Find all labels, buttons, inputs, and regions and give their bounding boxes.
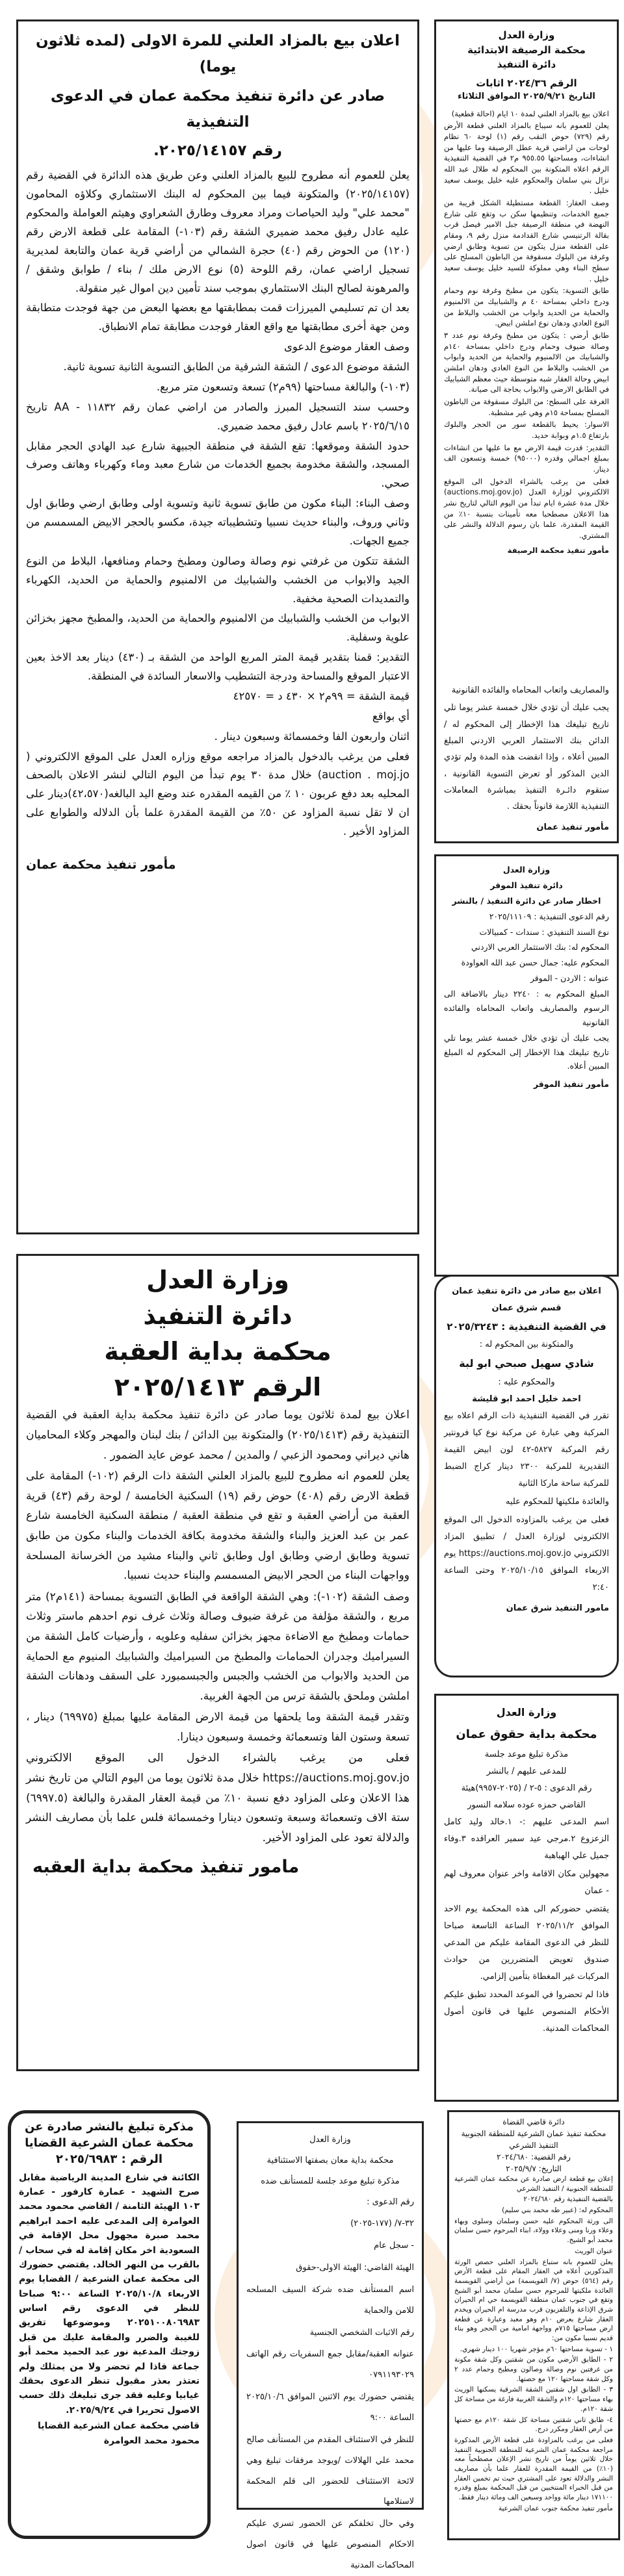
case-number: رقم القضية: ٢٠٢٤/٦٨٠: [497, 2152, 571, 2162]
notice-paragraph: رقم الاثبات الشخصي الجنسية: [309, 2327, 414, 2338]
notice-aqaba: [16, 1254, 419, 2071]
ministry-heading: وزارة العدل: [309, 2135, 351, 2145]
notice-paragraph: - سجل عام: [374, 2241, 414, 2251]
court-heading: محكمة الرصيفة الابتدائية: [467, 44, 586, 56]
court-heading: محكمة بداية حقوق عمان: [456, 1728, 597, 1741]
notice-title: قسم شرق عمان: [491, 1303, 562, 1313]
department-heading: دائرة تنفيذ الموقر: [490, 880, 563, 890]
notice-paragraph: وتقدر قيمة الشقة وما يلحقها من قيمة الارض المقامة عليها بمبلغ (٦٩٩٧٥) دينار ، تسعة وستون الفا وتسعمائة وخمسة وسبعون دينارا.: [26, 1711, 410, 1744]
notice-paragraph: وحسب سند التسجيل المبرز والصادر من اراضي عمان رقم ١١٨٣٢ - AA تاريخ ٢٠٢٥/٦/١٥ باسم عادل رفيق محمد ضميري.: [26, 400, 410, 432]
notice-paragraph: التقدير: قمنا بتقدير قيمة المتر المربع الواحد من الشقة بـ (٤٣٠) دينار بعد الاخذ بعين الاعتبار الموقع والمساحة ودرجة التشطيب والاسعار السائدة في المنطقة.: [26, 651, 410, 682]
notice-maan-appeal: [237, 2121, 424, 2570]
notice-paragraph: رقم الدعوى :: [367, 2197, 414, 2207]
notice-muwaqqar-tail: [434, 676, 619, 843]
notice-paragraph: الابواب من الخشب والشبابيك من الالمنيوم والحماية من الحديد، والمطبخ مجهز بخزائن علوية وسفلية.: [26, 612, 410, 644]
notice-paragraph: وفي حال تخلفكم عن الحضور تسري عليكم الاحكام المنصوص عليها في قانون اصول المحاكمات المدنية: [246, 2519, 414, 2570]
notice-signature: مأمور تنفيذ محكمة الرصيفة: [507, 545, 609, 555]
notice-paragraph: التقدير: قدرت قيمة الارض مع ما عليها من انشاءات بمبلغ اجمالي وقدره (٩٥٠٠٠) خمسة وتسعون الف دينار.: [444, 442, 609, 474]
court-heading: محكمة تنفيذ عمان الشرعية للمنطقة الجنوبية التنفيذ الشرعي: [461, 2129, 606, 2150]
notice-paragraph: فعلى من يرغب بالمزاودة على قطعة الأرض المذكورة مراجعة محكمة عمان الشرعية للمنطقة الجنوبية التنفيذ خلال ثلاثين يوماً من تاريخ نشر الإعلان مصطحباً معه (١٠٪) من القيمة المقدرة للعقار علما بأن مصاريف النشر والدلالة تعود على المشتري حيث تم تخمين العقار من قبل الخبراء المنتخبين من قبل المحكمة بمبلغ وقدره ١٧١١٠٠ دينار مائة وواحد وسبعين الف ومائة دينار فقط.: [454, 2436, 613, 2501]
notice-signature: مأمور تنفيذ عمان: [536, 822, 609, 832]
notice-paragraph: اسم المستأنف ضده شركة السيف المسلحه للامن والحماية: [246, 2284, 414, 2315]
creditor-name: شادي سهيل صبحي ابو لبة: [459, 1357, 594, 1370]
notice-paragraph: الاسوار: يحيط بالقطعة سور من الحجر والبلوك بارتفاع ١.٥م وبوابة حديد.: [444, 420, 609, 440]
notice-paragraph: الغرفة على السطح: من البلوك مسقوفة من الباطون المسلح بمساحة ١٥م وهي غير مشطبة.: [444, 396, 609, 417]
court-heading: محكمة بداية معان بصفتها الاستئنافية: [266, 2155, 394, 2165]
notice-paragraph: يعلن للعموم بانه سيباع بالمزاد العلني قطعة الأرض رقم (٧٢٩) حوض النقب رقم (١) لوحة ٦٠ نظام لوحات من اراضي قرية عطل الرصيفة وما عليها من انشاءات، ومساحتها ٩٥٥.٥٥ م٢ في القضية التنفيذية الرقم اعلاه المتكونة بين المحكوم له طلال عبد الله نزال بني سلمان والمحكوم عليه خليل يوسف سعيد خليل .: [444, 121, 609, 196]
notice-paragraph: وصف العقار: القطعة مستطيلة الشكل قريبة من جميع الخدمات، وتنظيمها سكن ب وتقع على شارع النهضة في منطقة الرصيفة جبل الامير فيصل قرب بقالة الرتنيسي شارع القدادمة منزل رقم ٩، ومقام على القطعة منزل يتكون من تسوية وطابق ارضي وغرفة من البلوك مسقوفة من الباطون المسلح على سطح البناء وهي مملوكة للسيد خليل يوسف سعيد خليل .: [444, 198, 609, 283]
judge-title: قاضي محكمة عمان الشرعية القضايا: [37, 2421, 200, 2432]
notice-signature: مامور التنفيذ شرق عمان: [506, 1603, 609, 1613]
notice-paragraph: ٤- طابق ثاني شقتين مساحة كل شقة ١٢٠م مع حصتها من أرض العقار ومكرر درج.: [454, 2416, 613, 2434]
notice-paragraph: طابق أرضي : يتكون من مطبخ وغرفة نوم عدد ٣ وصالة ضيوف وحمام ودرج داخلي بمساحة ١٤٠م والشبابيك من الالمنيوم والحماية من الحديد وابواب من الخشب والبلاط من النوع العادي ودهان املشن ابيض وحالة العقار شبه متوسطة حيث معظم الشبابيك في الطابق الارضي والابواب بحاجة الى صيانة.: [444, 330, 609, 394]
notice-text: اسم المدعى عليهم :- ١.خالد وليد كامل الزعزوع ٢.مرجي عيد سمير العراقده ٣.وفاء جميل علي الهباهبة: [444, 1817, 610, 1861]
notice-text: فعلى من يرغب بالمزاوده الدخول الى الموقع الالكتروني لوزارة العدل / تطبيق المزاد الالكتروني https://auctions.moj.gov.jo يوم الاربعاء الموافق ٢٠٢٥/١٠/١٥ وحتى الساعة ٢:٤٠: [444, 1515, 609, 1592]
notice-sharia-qadaya: [8, 2110, 211, 2539]
notice-signature: مامور تنفيذ محكمة بداية العقبه: [32, 1857, 300, 1878]
case-number: في القضية التنفيذية : ٢٠٢٥/٣٢٤٣: [447, 1321, 606, 1333]
notice-title: مذكرة تبليغ بالنشر صادرة عن: [24, 2120, 194, 2134]
notice-title: رقم ٢٠٢٥/١٤١٥٧.: [153, 142, 282, 159]
notice-paragraph: حدود الشقة وموقعها: تقع الشقة في منطقة الجبيهة شارع عبد الهادي الحجر مقابل المسجد، والشقة مخدومة بجميع الخدمات من شارع معبد وماء وكهرباء وهاتف وصرف صحي.: [26, 439, 410, 490]
notice-paragraph: رقم الدعوى التنفيذية : ٢٠٢٥/١١١٠٩: [489, 911, 609, 921]
notice-text: والمصاريف واتعاب المحاماه والفائده القانونية: [451, 685, 609, 695]
notice-title: اعلان بيع بالمزاد العلني للمرة الاولى (لمده ثلاثون يوما): [35, 32, 400, 76]
notice-text: يجب عليك أن تؤدي خلال خمسة عشر يوما تلي تاريخ تبليغك هذا الإخطار إلى المحكوم له / الدائن بنك الاستثمار العربي الاردني المبلغ المبين أعلاه ، وإذا انقضت هذه المدة ولم تؤدي الدين المذكور أو تعرض التسوية القانونية ، ستقوم دائـرة التنفيذ بمباشرة المعاملات التنفيذية اللازمة قانوناً بحقك .: [444, 703, 609, 812]
notice-paragraph: قيمة الشقة = ٩٩م٢ × ٤٣٠ د = ٤٢٥٧٠: [233, 689, 410, 702]
notice-body: [454, 2174, 613, 2503]
notice-muwaqqar: [434, 854, 619, 1277]
notice-paragraph: نوع السند التنفيذي : سندات - كمبيالات: [479, 926, 609, 937]
notice-paragraph: الشقة تتكون من غرفتي نوم وصالة وصالون ومطبخ وحمام ومنافعها، البلاط من النوع الجيد والابواب من الخشب والشبابيك من الالمنيوم والحماية من الحديد، الكهرباء والتمديدات الصحية مخفية.: [26, 554, 410, 605]
court-heading: محكمة عمان الشرعية القضايا: [25, 2136, 194, 2150]
judge-name: محمود محمد العوامرة: [103, 2435, 200, 2446]
notice-east-amman: [434, 1275, 619, 1677]
notice-south-sharia: [447, 2110, 620, 2540]
notice-text: فاذا لم تحضروا في الموعد المحدد تطبق عليكم الأحكام المنصوص عليها في قانون أصول المحاكمات المدنية.: [444, 1990, 609, 2034]
department-heading: دائرة التنفيذ: [497, 58, 556, 70]
case-number: الرقم ٢٠٢٤/٣٦ اثابات: [476, 77, 577, 89]
notice-paragraph: وصف العقار موضوع الدعوى: [283, 340, 410, 353]
notice-paragraph: يعلن للعموم بانه ستباع بالمزاد العلني حصص الورثة المذكورين أعلاه في العقار المقام على قطعة الأرض رقم (٥٦٤) حوض (٧/ القويسمة) من أراضي القويسمة العائدة ملكيتها للمرحوم حسن سلمان محمد أبو الشيخ وتقع في جنوب عمان منطقة القويسمة حي ام الحيران شرق الإذاعة والتلفزيون قرب مدرسة ام الحيران ويخدم العقار شارع بعرض ١٠م وهو معبد وعبارة عن قطعة ارض مساحتها ٧١٥م وواجهة امامية من الحجر وهو بناء قديم نسبيا مكون من:: [454, 2258, 613, 2342]
notice-huquq-amman: [434, 1694, 619, 2102]
debtor-name: احمد خليل احمد ابو قليشة: [472, 1394, 581, 1404]
notice-signature: مأمور تنفيذ محكمة جنوب عمان الشرعية: [498, 2504, 613, 2512]
notice-paragraph: ٢ - الطابق الأرضي مكون من شقتين وكل شقة مكونة من غرفتين نوم وصالة وصالون ومطبخ وحمام عدد ٢ وكل شقة مساحتها ١٢٠ مع حصتها.: [454, 2356, 613, 2383]
debtor-label: والمحكوم عليه :: [498, 1377, 555, 1387]
notice-paragraph: اعلان بيع لمدة ثلاثون يوما صادر عن دائرة تنفيذ محكمة بداية العقبة في القضية التنفيذية رقم (٢٠٢٥/١٤١٣) والمتكونة بين الدائن / بنك لبنان والمهجر وكلاء المحاميان هاني ديراني ومحمود الزعبي / والمدين / محمد عوض عايد الضمور .: [26, 1409, 410, 1462]
ministry-heading: وزارة العدل: [496, 1706, 557, 1718]
notice-paragraph: ٣٢-٧/ (١٧٧-٢٠٢٥): [350, 2219, 414, 2229]
notice-text: والعائدة ملكيتها للمحكوم عليه: [505, 1497, 609, 1507]
notice-paragraph: للنظر في الاستئناف المقدم من المستأنف صالح محمد علي الهلالات /ويوجد مرفقات تبليغ وهي لائحة الاستئناف للحضور الى قلم المحكمة لاستلامها: [246, 2434, 414, 2507]
notice-title: مذكرة تبليغ موعد جلسة للمستأنف ضده: [261, 2176, 400, 2186]
notice-paragraph: عنوانه العقبة/مقابل جمع السفريات رقم الهاتف ٠٧٩١١٩٣٠٢٩: [246, 2349, 414, 2380]
notice-body: [444, 910, 609, 1074]
notice-body: [26, 166, 410, 841]
notice-text: تقرر في القضية التنفيذية ذات الرقم اعلاه بيع المركبة وهي عبارة عن مركبة نوع كيا فرونتير رقم المركبة ٥٨٢٧-٤٢ لون ابيض القيمة التقديرية للمركبة ٢٣٠٠ دينار كراج الضبط للمركبة ساحة ماركا الثانية: [444, 1411, 609, 1488]
notice-paragraph: الهيئة القاضي: الهيئة الاولى-حقوق: [296, 2263, 414, 2273]
notice-paragraph: إعلان بيع قطعة ارض صادرة عن محكمة عمان الشرعية للمنطقة الجنوبية / التنفيذ الشرعي: [454, 2175, 613, 2193]
ministry-heading: وزارة العدل: [502, 865, 551, 874]
notice-paragraph: اثنان واربعون الفا وخمسمائة وسبعون دينار .: [214, 730, 410, 743]
notice-body: [26, 1405, 410, 1848]
notice-paragraph: بالقضية التنفيذية رقم ٢٠٢٤/٦٨٠: [523, 2195, 613, 2204]
notice-amman-auction: [16, 19, 419, 1234]
department-heading: دائرة التنفيذ: [143, 1301, 292, 1331]
notice-paragraph: يعلن للعموم أنه مطروح للبيع بالمزاد العلني وعن طريق هذه الدائرة في القضية رقم (٢٠٢٥/١٤١٥٧) والمتكونة فيما بين المحكوم له البنك الاستثماري وكلاؤه المحامون "محمد علي" وليد الحياصات ومراد معروف وطارق الشعراوي وهيثم العواملة والمحكوم عليه عادل رفيق محمد ضميري الشقة رقم (١٠٣-) المقامة على قطعة الارض رقم (١٢٠) من الحوض رقم (٤٠) حجرة الشمالي من أراضي قرية عمان والتابعة لمديرية تسجيل اراضي عمان، رقم اللوحة (٥) نوع الارض ملك / بناء / طوابق وشقق / والمرهونة لصالح البنك الاستثماري بموجب سند تأمين دين اموال غير منقولة.: [26, 169, 410, 294]
notice-text: يقتضي حضوركم الى هذه المحكمة يوم الاحد الموافق ٢٠٢٥/١١/٢ الساعة التاسعة صباحا للنظر في الدعوى المقامة عليكم من المدعي صندوق تعويض المتضررين من حوادث المركبات غير المغطاة بتأمين إلزامي.: [444, 1904, 610, 1982]
notice-paragraph: المحكوم له: بنك الاستثمار العربي الاردني: [471, 942, 609, 952]
notice-paragraph: يجب عليك أن تؤدي خلال خمسة عشر يوما تلي تاريخ تبليغك هذا الإخطار إلى المحكوم له المبلغ المبين أعلاه.: [444, 1032, 609, 1071]
notice-paragraph: ٣ - الطابق اول شقتين الشقة الشرقية يسكنها الوريث بهاء مساحتها ١٢٠م والشقة الغربية فارغة من مساحة كل شقة ١٢٠م.: [454, 2386, 613, 2413]
notice-paragraph: يعلن للعموم انه مطروح للبيع بالمزاد العلني الشقة ذات الرقم (١٠٢-) المقامة على قطعة الارض رقم (٤٠٨) حوض رقم (١٩) السكنية الخامسة / لوحة رقم (٤٣) قرية العقبة من أراضي العقبة و تقع في منطقة العقبة / منطقة السكنية الخامسة شارع عمر بن عبد العزيز والبناء والشقة مخدومة بكافة الخدمات والبناء مكون من طابق تسوية وطابق ارضي وطابق اول وطابق ثاني والبناء مشيد من الخرسانة المسلحة وواجهات البناء من الحجر الابيض المسمسم والبناء حديث نسبيا.: [26, 1470, 410, 1583]
creditor-label: والمتكونة بين المحكوم له :: [479, 1340, 574, 1349]
notice-paragraph: يقتضي حضورك يوم الاثنين الموافق ٢٠٢٥/١٠/٦ الساعة ٩:٠٠: [246, 2392, 414, 2423]
notice-body: [246, 2192, 414, 2576]
notice-paragraph: أي بواقع: [372, 709, 410, 722]
case-number: الرقم ٢٠٢٥/١٤١٣: [114, 1373, 322, 1402]
ministry-heading: وزارة العدل: [498, 29, 555, 41]
notice-paragraph: المحكوم له: (عبير طه محمد بني سليم): [502, 2206, 613, 2215]
notice-paragraph: فعلى من يرغب بالشراء الدخول الى الموقع الالكتروني https://auctions.moj.gov.jo خلال مدة ثلاثون يوما من اليوم التالي من تاريخ نشر هذا الاعلان وعلى المزاود دفع نسبة ١٠٪ من قيمة العقار المقدرة والبالغة (٦٩٩٧.٥) ستة الاف وتسعمائة وسبعة وتسعون دينارا وخمسمائة فلس علما بأن مصاريف النشر والدلالة تعود على المزاود الأخير.: [26, 1752, 410, 1844]
notice-paragraph: الى ورثة المحكوم عليه حسن وسلمان وسلوى وبهاء وعلاء ورنا ومنى وعلاء وولاء، ابناء المرحوم حسن سلمان محمد أبو الشيخ.: [454, 2217, 613, 2245]
case-number: رقم الدعوى : ٥-٢ / (٢٠٢٥-٩٩٥٧)هيئة: [461, 1783, 592, 1793]
notice-date: التاريخ: ٢٠٢٥/٩/٧: [506, 2164, 562, 2173]
notice-paragraph: فعلى من يرغب بالشراء الدخول الى الموقع الالكتروني لوزارة العدل (auctions.moj.gov.jo) خلال مدة عشرة ايام تبدأ من اليوم التالي لتاريخ نشر هذا الاعلان مصطحبا معه تأمينات بنسبة ١٠٪ من القيمة المقدرة، علما بان رسوم الدلالة والنشر على المشتري.: [444, 476, 609, 541]
notice-paragraph: (١٠٣-) والبالغة مساحتها (٩٩م٢) تسعة وتسعون متر مربع.: [156, 380, 410, 393]
notice-paragraph: المبلغ المحكوم به : ٢٢٤٠ دينار بالاضافة الى الرسوم والمصاريف واتعاب المحاماه والفائده القانونية: [444, 989, 609, 1027]
notice-paragraph: عنوان الوريث: [575, 2247, 613, 2255]
notice-paragraph: بعد ان تم تسليمي الميرزات قمت بمطابقتها مع بعضها البعض من جهة فوجدت متطابقة ومن جهة أخرى مطابقتها مع واقع العقار فوجدت مطابقة تمام الانطباق.: [26, 301, 410, 333]
judge-name: القاضي حمزه عوده سلامه النسور: [467, 1800, 586, 1810]
notice-subtitle: للمدعى عليهم / بالنشر: [486, 1766, 567, 1776]
department-heading: دائرة قاضي القضاة: [502, 2117, 565, 2126]
notice-paragraph: وصف البناء: البناء مكون من طابق تسوية ثانية وتسوية اولى وطابق ارضي وطابق اول وثاني وروف، والبناء حديث نسبيا وتشطيباته جيدة، مكسو بالحجر الابيض المسمسم من جميع الجهات.: [26, 497, 410, 547]
notice-title: اخطار صادر عن دائرة التنفيذ / بالنشر: [452, 895, 601, 906]
notice-title: مذكرة تبليغ موعد جلسة: [484, 1750, 569, 1759]
notice-paragraph: عنوانه : الاردن - الموقر: [530, 973, 609, 984]
notice-paragraph: المحكوم عليه: جمال حسن عبد الله العواودة: [461, 958, 609, 968]
notice-text: الكائنة في شارع المدينة الرياضية مقابل صرح الشهيد - عمارة كارفور - عمارة ١٠٣ الهيئة الثامنة / القاضي محمود محمد العوامرة إلى المدعى عليه احمد ابراهيم محمد صبرة مجهول محل الإقامة في السعودية اخر مكان إقامة له في سحاب / بالقرب من النهر الخالد. يقتضي حضورك الى محكمة عمان الشرعية / القضايا يوم الاربعاء ٢٠٢٥/١٠/٨ الساعة ٩:٠٠ صباحا للنظر في الدعوى رقم اساس ٢٠٢٥١٠٠٨٠٦٩٨٣ وموضوعها تفريق للغيبة والضرر والمقامة عليك من قبل زوجتك المدعية نور عبد الحميد محمد أبو جماعة فاذا لم تحضر ولا من يمثلك ولم تعتذر بعذر مقبول تنظر الدعوى بحقك غيابيا وعليه فقد جرى تبليغك ذلك حسب الاصول تحريرا في ٢٠٢٥/٩/٢٤.: [19, 2172, 200, 2416]
case-number: الرقم : ٢٠٢٥/٦٩٨٣: [55, 2152, 163, 2167]
notice-body: [444, 108, 609, 541]
court-heading: محكمة بداية العقبة: [104, 1337, 332, 1366]
notice-paragraph: اعلان بيع بالمزاد العلني لمدة ١٠ ايام (احالة قطعية): [451, 108, 609, 118]
notice-paragraph: ١ - تسوية مساحتها ٦٠م مؤجر شهريا ١٠٠ دينار شهري.: [460, 2345, 613, 2353]
notice-date: التاريخ ٢٠٢٥/٩/٢١ الموافق الثلاثاء: [458, 92, 595, 101]
notice-signature: مأمور تنفيذ محكمة عمان: [26, 857, 176, 872]
notice-text: مجهولين مكان الاقامة واخر عنوان معروف لهم - عمان: [444, 1869, 609, 1896]
notice-signature: مأمور تنفيذ الموقر: [533, 1079, 609, 1090]
notice-paragraph: فعلى من يرغب بالدخول بالمزاد مراجعه موقع وزاره العدل على الموقع الالكتروني ( auction . moj.jo) خلال مدة ٣٠ يوم تبدأ من اليوم التالي لنشر الاعلان بالصحف المحليه بعد دفع عربون ١٠ ٪ من القيمه المقدره عند وضع اليد البالغه(٤٢،٥٧٠)دينار على ان لا تقل نسبة المزاود عن ٥٠٪ من القيمة المقدرة علما بأن الدلاله والطوابع على المزاود الأخير .: [26, 750, 410, 837]
notice-title: اعلان بيع صادر من دائرة تنفيذ عمان: [452, 1286, 601, 1296]
notice-paragraph: وصف الشقة (١٠٢-): وهي الشقة الواقعة في الطابق التسوية بمساحة (١٤١م٢) متر مربع ، والشقة مؤلفة من غرفة ضيوف وصالة وثلاث غرف نوم احدهم ماستر وثلاث حمامات ومطبخ مع الاضاءة مجهز بخزائن سفليه وعلويه ، وأرضيات كامل الشقة من السيراميك وجدران الحمامات والمطبخ من السيراميك والشبابيك المنيوم مع الحماية من الحديد والابواب من الخشب والجبس والجبسمبورد على السقف ودهانات الشقة املشن وملحق بالشقة ترس من الجهة الغربية.: [26, 1590, 410, 1703]
notice-title: صادر عن دائرة تنفيذ محكمة عمان في الدعوى التنفيذية: [50, 87, 385, 131]
notice-paragraph: طابق التسوية: يتكون من مطبخ وغرفة نوم وحمام ودرج داخلي بمساحة ٤٠ م والشبابيك من الالمنيوم والحماية من الحديد وابواب من الخشب والبلاط من النوع العادي ودهان نوع املشن ابيض.: [444, 286, 609, 328]
ministry-heading: وزارة العدل: [146, 1266, 289, 1294]
notice-paragraph: الشقة موضوع الدعوى / الشقة الشرقية من الطابق التسوية الثانية تسوية ثانية.: [63, 361, 410, 373]
